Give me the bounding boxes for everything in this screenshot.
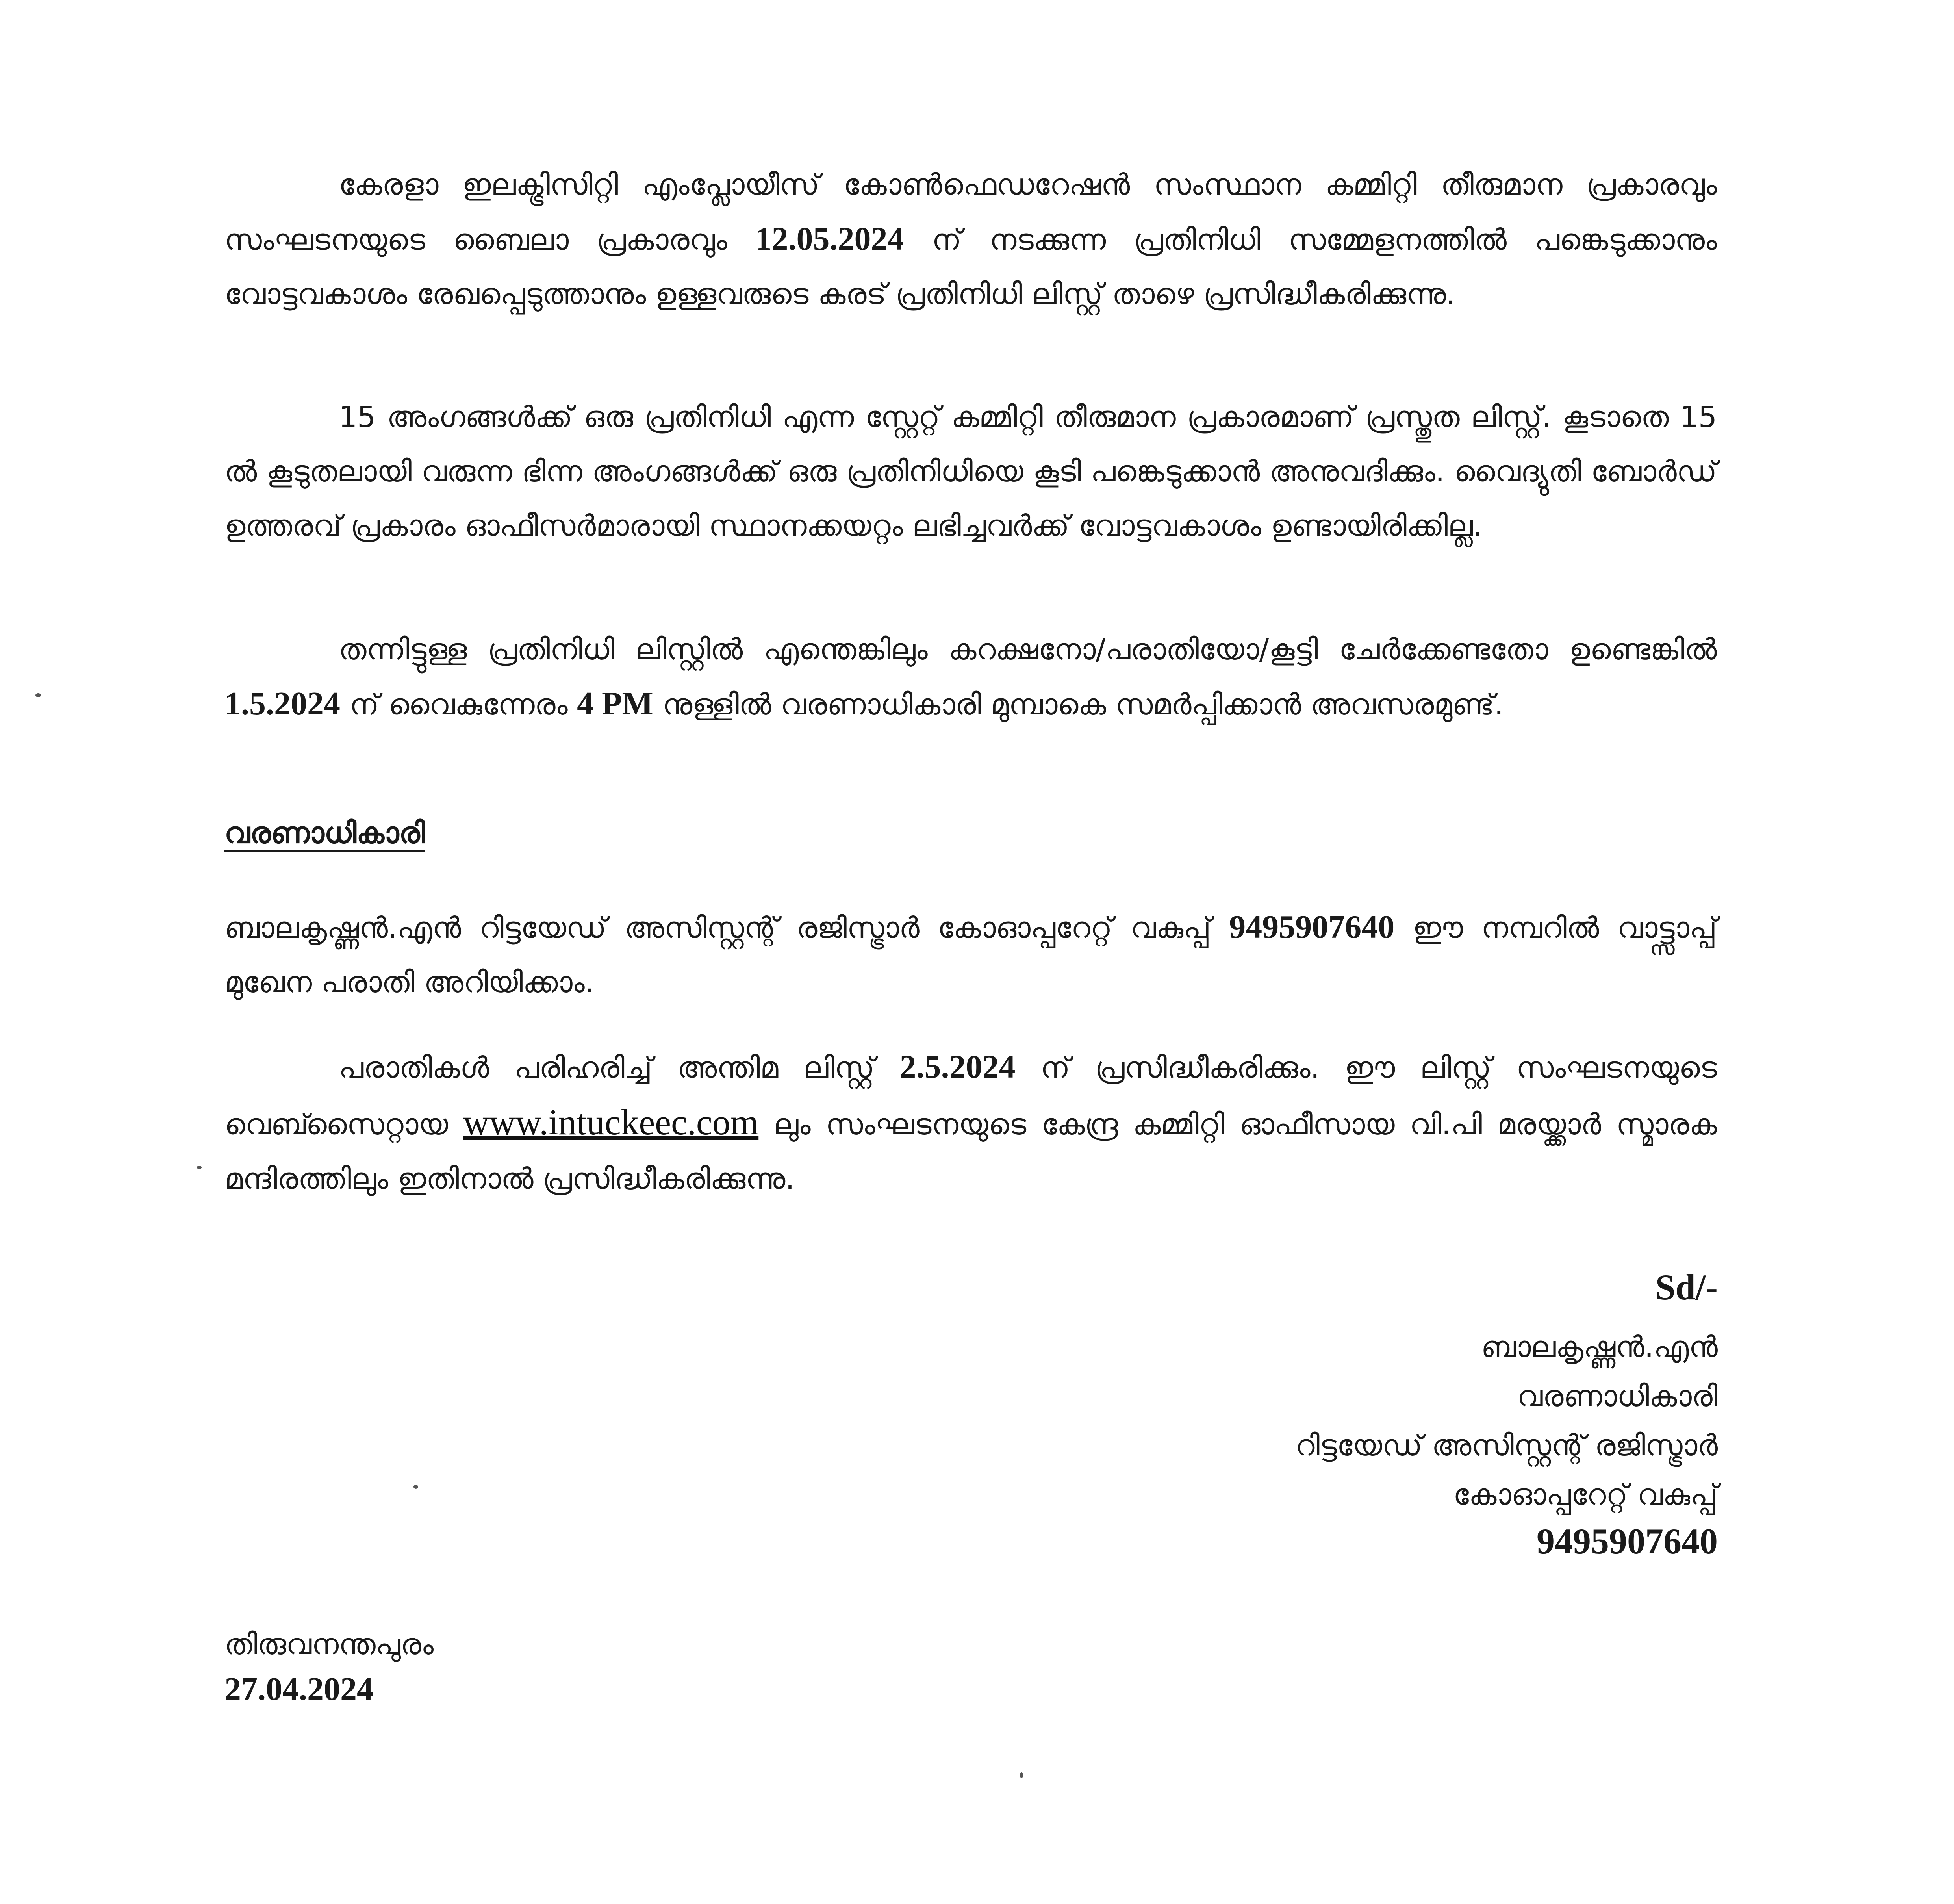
paragraph-intro xyxy=(224,158,1717,321)
signatory-name: ബാലകൃഷ്ണൻ.എൻ xyxy=(1481,1330,1718,1364)
paragraph-officer-contact xyxy=(224,900,1717,1010)
final-list-text-3: ലും സംഘടനയുടെ കേന്ദ്ര കമ്മിറ്റി ഓഫീസായ വി.പി മരയ്ക്കാർ സ്മാരക മന്ദിരത്തിലും ഇതിനാൽ പ്രസിദ്ധീകരിക്കുന്നു. xyxy=(224,1108,1717,1196)
final-list-text-2: ന് പ്രസിദ്ധീകരിക്കും. ഈ ലിസ്റ്റ് സംഘടനയുടെ വെബ്സൈറ്റായ xyxy=(224,1051,1717,1141)
signature-sd: Sd/- xyxy=(1655,1267,1718,1307)
returning-officer-heading: വരണാധികാരി xyxy=(224,816,425,850)
intro-text-start: കേരളാ ഇലക്ട്രിസിറ്റി എംപ്ലോയീസ് കോൺഫെഡറേഷൻ സംസ്ഥാന കമ്മിറ്റി തീരുമാന പ്രകാരവും സംഘടനയുടെ ബൈലാ പ്രകാരവും xyxy=(224,168,1717,257)
complaints-text-3: നുള്ളിൽ വരണാധികാരി മുമ്പാകെ സമർപ്പിക്കാൻ അവസരമുണ്ട്. xyxy=(653,688,1504,722)
scan-speck xyxy=(1020,1772,1023,1778)
signatory-phone: 9495907640 xyxy=(1537,1521,1718,1561)
officer-contact-text-2: ഈ നമ്പറിൽ വാട്ട്സാപ്പ് മുഖേന പരാതി അറിയിക്കാം. xyxy=(224,911,1717,999)
final-list-text-1: പരാതികൾ പരിഹരിച്ച് അന്തിമ ലിസ്റ്റ് xyxy=(339,1051,900,1085)
officer-phone: 9495907640 xyxy=(1229,909,1395,945)
final-list-date: 2.5.2024 xyxy=(899,1048,1016,1085)
paragraph-representation-rule: 15 അംഗങ്ങൾക്ക് ഒരു പ്രതിനിധി എന്ന സ്റ്റേറ്റ് കമ്മിറ്റി തീരുമാന പ്രകാരമാണ് പ്രസ്തുത ലിസ്റ്റ്. കൂടാതെ 15 ൽ കൂടുതലായി വരുന്ന ഭിന്ന അംഗങ്ങൾക്ക് ഒരു പ്രതിനിധിയെ കൂടി പങ്കെടുക്കാൻ അനുവദിക്കും. വൈദ്യുതി ബോർഡ് ഉത്തരവ് പ്രകാരം ഓഫീസർമാരായി സ്ഥാനക്കയറ്റം ലഭിച്ചവർക്ക് വോട്ടവകാശം ഉണ്ടായിരിക്കില്ല. xyxy=(224,400,1717,543)
paragraph-final-list xyxy=(224,1040,1717,1206)
conference-date: 12.05.2024 xyxy=(755,221,904,257)
signatory-role: വരണാധികാരി xyxy=(1517,1379,1718,1413)
intro-text-end: ന് നടക്കുന്ന പ്രതിനിധി സമ്മേളനത്തിൽ പങ്കെടുക്കാനും വോട്ടവകാശം രേഖപ്പെടുത്താനും ഉള്ളവരുടെ കരട് പ്രതിനിധി ലിസ്റ്റ് താഴെ പ്രസിദ്ധീകരിക്കുന്നു. xyxy=(224,223,1717,311)
complaints-text-2: ന് വൈകുന്നേരം xyxy=(340,688,577,722)
scan-speck xyxy=(35,693,41,697)
signatory-department: കോഓപ്പറേറ്റ് വകുപ്പ് xyxy=(1453,1478,1718,1512)
place-name: തിരുവനന്തപുരം xyxy=(224,1627,434,1661)
paragraph-complaints-deadline xyxy=(224,622,1717,732)
officer-contact-text-1: ബാലകൃഷ്ണൻ.എൻ റിട്ടയേഡ് അസിസ്റ്റന്റ് രജിസ്ട്രാർ കോഓപ്പറേറ്റ് വകുപ്പ് xyxy=(224,911,1229,945)
website-link[interactable]: www.intuckeec.com xyxy=(463,1102,759,1142)
signatory-title: റിട്ടയേഡ് അസിസ്റ്റന്റ് രജിസ്ട്രാർ xyxy=(1295,1429,1718,1462)
scan-speck xyxy=(413,1485,418,1489)
issue-date: 27.04.2024 xyxy=(224,1671,373,1707)
scan-speck xyxy=(197,1166,202,1169)
complaints-deadline-date: 1.5.2024 xyxy=(224,685,340,722)
complaints-text-1: തന്നിട്ടുള്ള പ്രതിനിധി ലിസ്റ്റിൽ എന്തെങ്കിലും കറക്ഷനോ/പരാതിയോ/കൂട്ടി ചേർക്കേണ്ടതോ ഉണ്ടെങ്കിൽ xyxy=(339,633,1717,666)
complaints-deadline-time: 4 PM xyxy=(577,685,653,722)
